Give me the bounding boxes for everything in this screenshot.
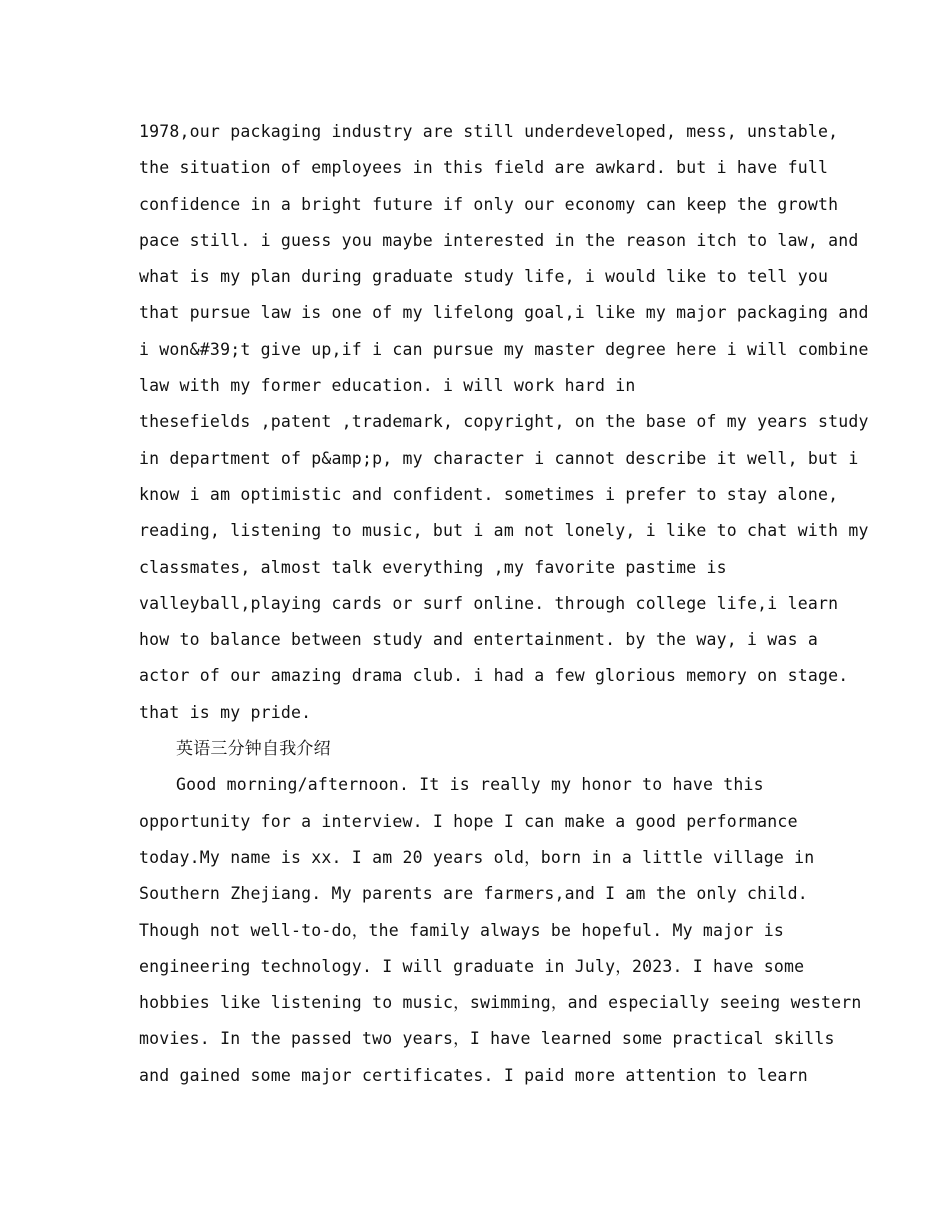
text-line: know i am optimistic and confident. sometimes i prefer to stay alone, [139, 484, 839, 504]
text-line: the situation of employees in this field are awkard. but i have full [139, 158, 829, 178]
text-line: hobbies like listening to music，swimming，and especially seeing western [139, 993, 862, 1013]
text-line: classmates, almost talk everything ,my favorite pastime is [139, 557, 727, 577]
text-line: what is my plan during graduate study life, i would like to tell you [139, 267, 829, 287]
text-line: how to balance between study and entertainment. by the way, i was a [139, 630, 818, 650]
text-line: that pursue law is one of my lifelong goal,i like my major packaging and [139, 303, 869, 323]
text-line: and gained some major certificates. I paid more attention to learn [139, 1065, 808, 1085]
text-line: Though not well-to-do，the family always be hopeful. My major is [139, 920, 784, 940]
text-line: in department of p&amp;p, my character i cannot describe it well, but i [139, 448, 859, 468]
text-line: that is my pride. [139, 702, 312, 722]
text-line: law with my former education. i will work hard in [139, 376, 636, 396]
text-line: valleyball,playing cards or surf online. through college life,i learn [139, 593, 839, 613]
text-line: movies. In the passed two years，I have learned some practical skills [139, 1029, 835, 1049]
text-line: reading, listening to music, but i am not lonely, i like to chat with my [139, 521, 869, 541]
section-heading: 英语三分钟自我介绍 [176, 739, 331, 760]
paragraph-1 [139, 114, 869, 731]
text-line: pace still. i guess you maybe interested in the reason itch to law, and [139, 230, 859, 250]
text-line: actor of our amazing drama club. i had a few glorious memory on stage. [139, 666, 849, 686]
text-line: 1978,our packaging industry are still underdeveloped, mess, unstable, [139, 122, 839, 141]
text-line: Good morning/afternoon. It is really my honor to have this [176, 775, 764, 795]
text-line: opportunity for a interview. I hope I can make a good performance [139, 811, 798, 831]
text-line: i won&#39;t give up,if i can pursue my master degree here i will combine [139, 339, 869, 359]
document-body [139, 114, 869, 1094]
text-line: Southern Zhejiang. My parents are farmers,and I am the only child. [139, 884, 808, 904]
paragraph-2 [139, 767, 862, 1094]
text-line: confidence in a bright future if only our economy can keep the growth [139, 194, 839, 214]
text-line: engineering technology. I will graduate in July，2023. I have some [139, 956, 805, 976]
text-line: thesefields ,patent ,trademark, copyright, on the base of my years study [139, 412, 869, 432]
text-line: today.My name is xx. I am 20 years old，born in a little village in [139, 847, 815, 867]
